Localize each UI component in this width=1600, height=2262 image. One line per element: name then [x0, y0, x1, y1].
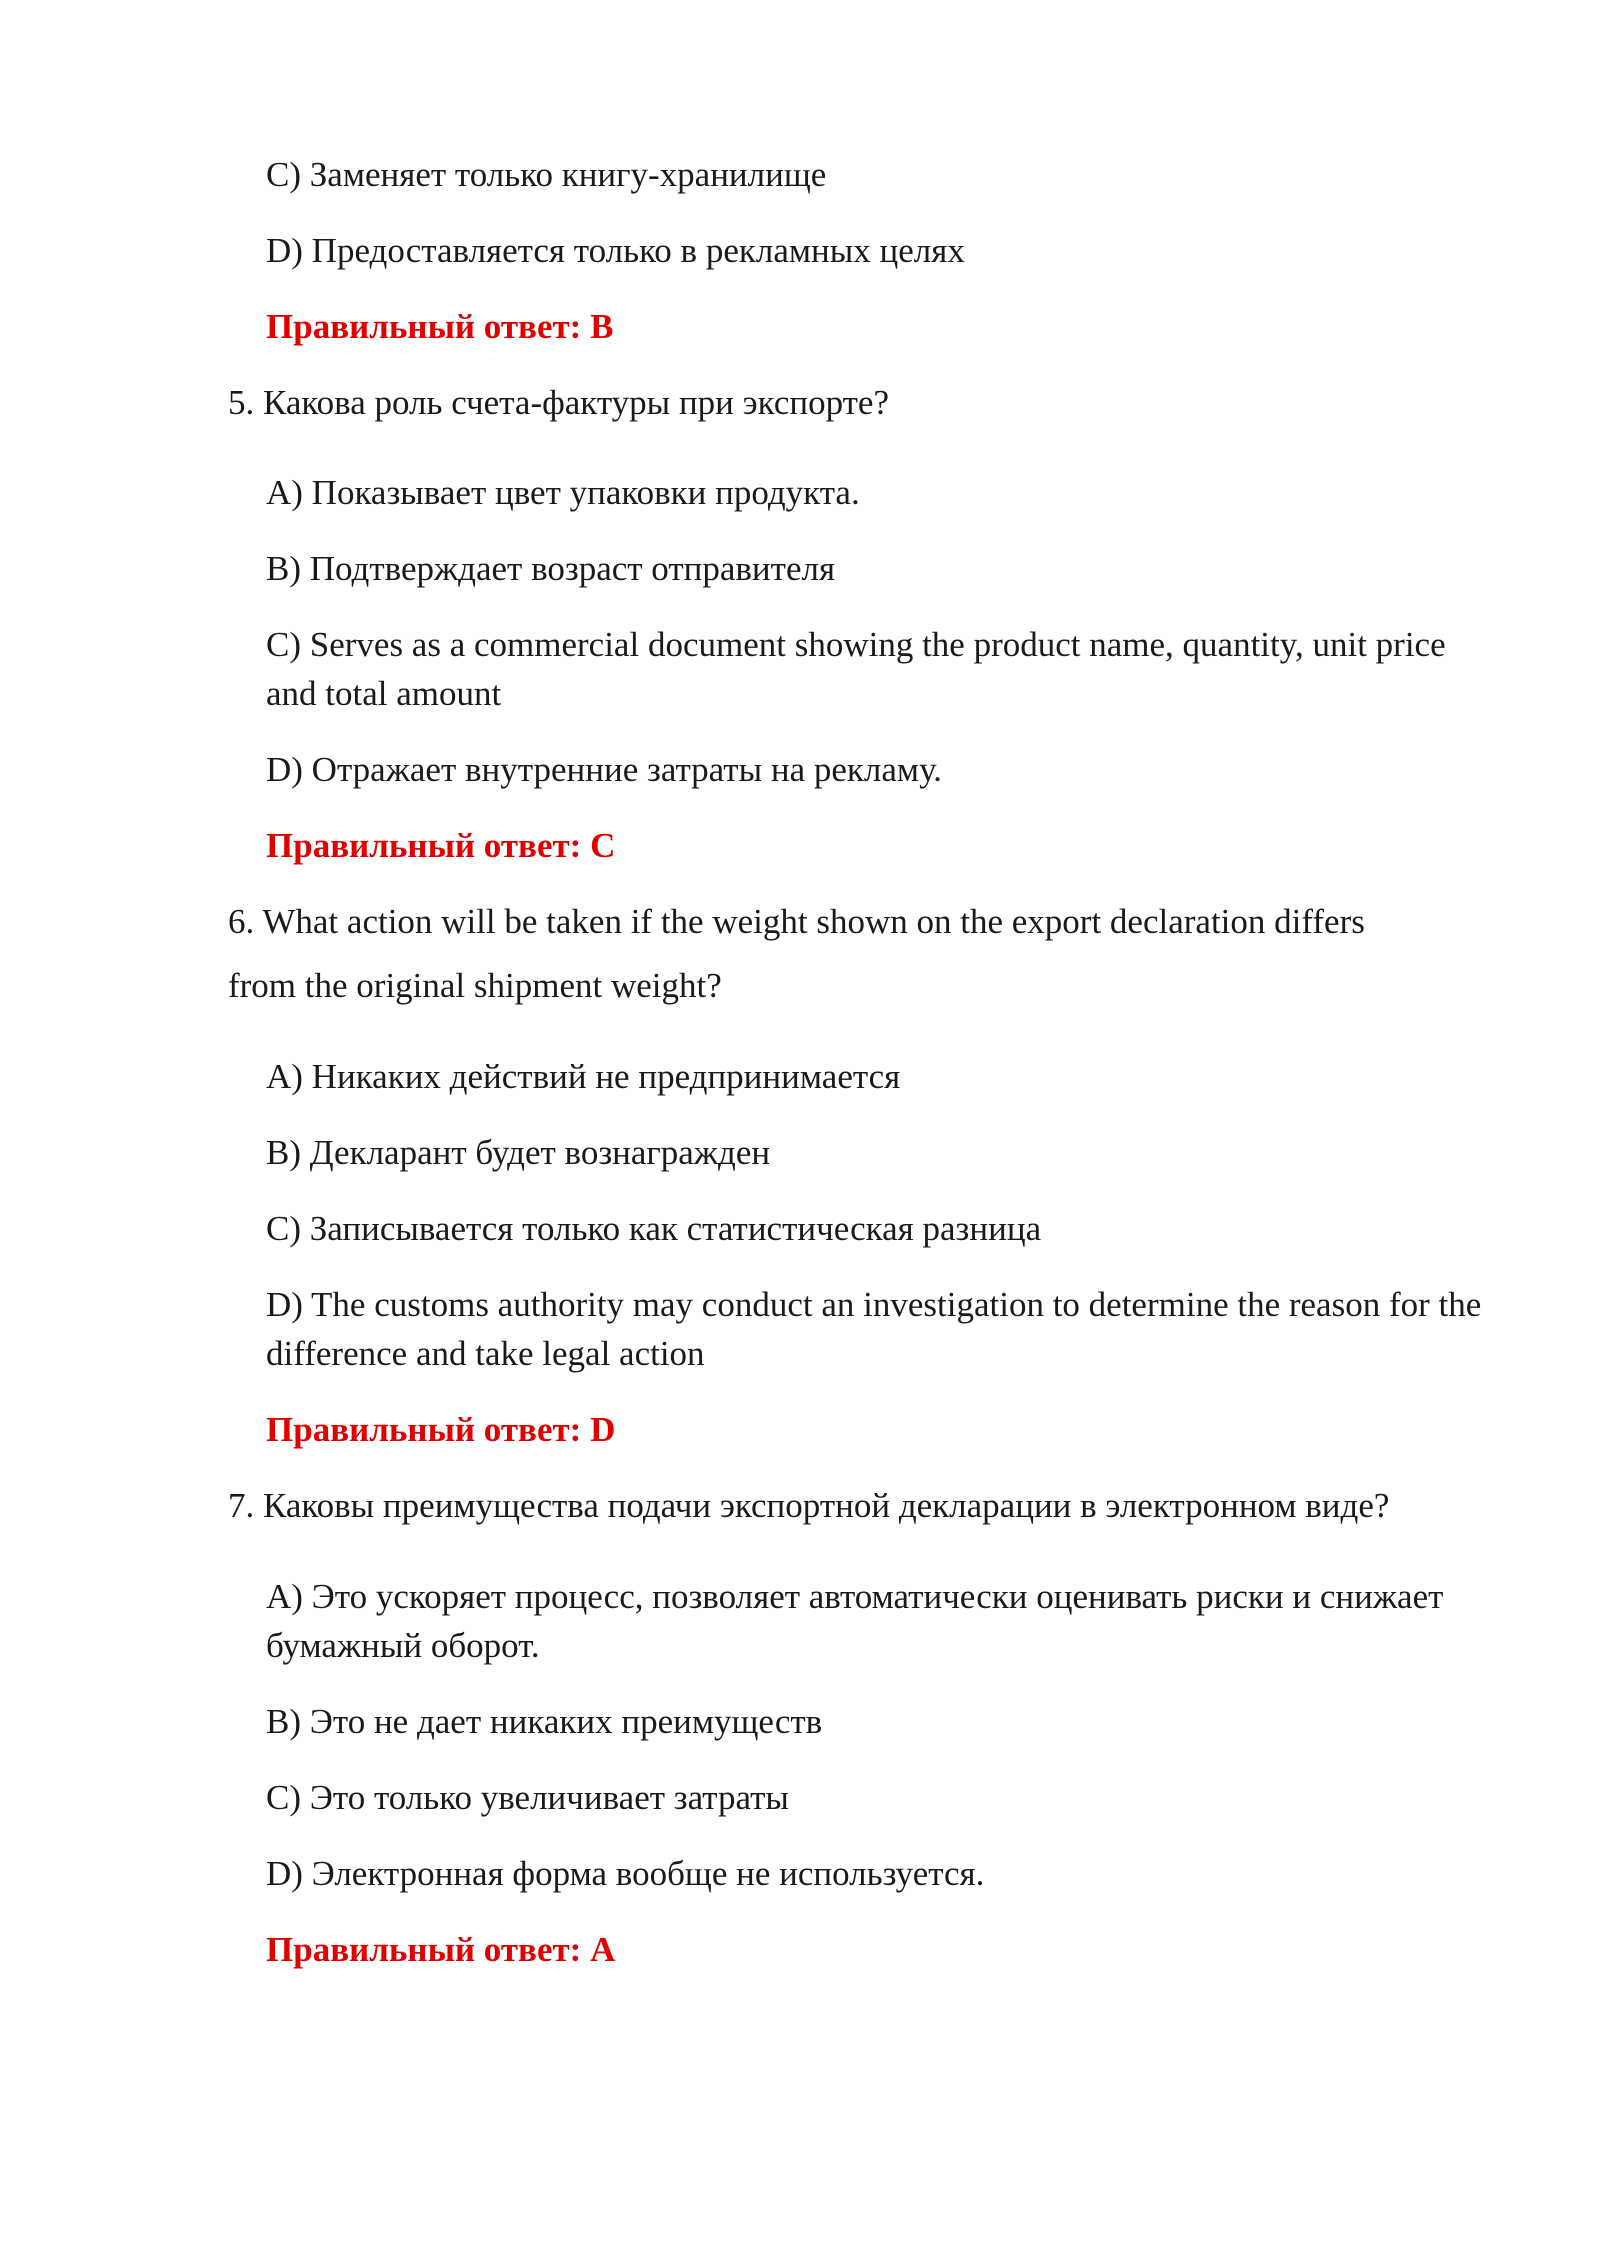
q7-option-d: D) Электронная форма вообще не используется.: [266, 1854, 985, 1893]
q6-question-line-2: from the original shipment weight?: [228, 966, 722, 1005]
q7-question: 7. Каковы преимущества подачи экспортной декларации в электронном виде?: [228, 1486, 1390, 1525]
q6-option-a: A) Никаких действий не предпринимается: [266, 1057, 901, 1096]
q7-option-b: B) Это не дает никаких преимуществ: [266, 1702, 823, 1741]
q5-option-a: A) Показывает цвет упаковки продукта.: [266, 473, 860, 512]
q4-option-c: C) Заменяет только книгу-хранилище: [266, 155, 827, 194]
q6-option-c: C) Записывается только как статистическая разница: [266, 1209, 1042, 1248]
q7-option-a: A) Это ускоряет процесс, позволяет автоматически оценивать риски и снижает бумажный оборот.: [266, 1577, 1444, 1665]
q7-option-c: C) Это только увеличивает затраты: [266, 1778, 789, 1817]
q7-correct-answer: Правильный ответ: A: [266, 1930, 616, 1969]
q5-correct-answer: Правильный ответ: C: [266, 826, 616, 865]
q5-option-b: B) Подтверждает возраст отправителя: [266, 549, 836, 588]
q6-option-b: B) Декларант будет вознагражден: [266, 1133, 771, 1172]
q6-correct-answer: Правильный ответ: D: [266, 1410, 616, 1449]
q5-option-c: C) Serves as a commercial document showing the product name, quantity, unit price and total amount: [266, 625, 1446, 713]
q4-option-d: D) Предоставляется только в рекламных целях: [266, 231, 965, 270]
q5-option-d: D) Отражает внутренние затраты на рекламу.: [266, 750, 942, 789]
q6-option-d: D) The customs authority may conduct an investigation to determine the reason for the difference and take legal action: [266, 1285, 1482, 1373]
q4-correct-answer: Правильный ответ: B: [266, 307, 614, 346]
q5-question: 5. Какова роль счета-фактуры при экспорте?: [228, 383, 889, 422]
q6-question-line-1: 6. What action will be taken if the weight shown on the export declaration differs: [228, 902, 1365, 941]
